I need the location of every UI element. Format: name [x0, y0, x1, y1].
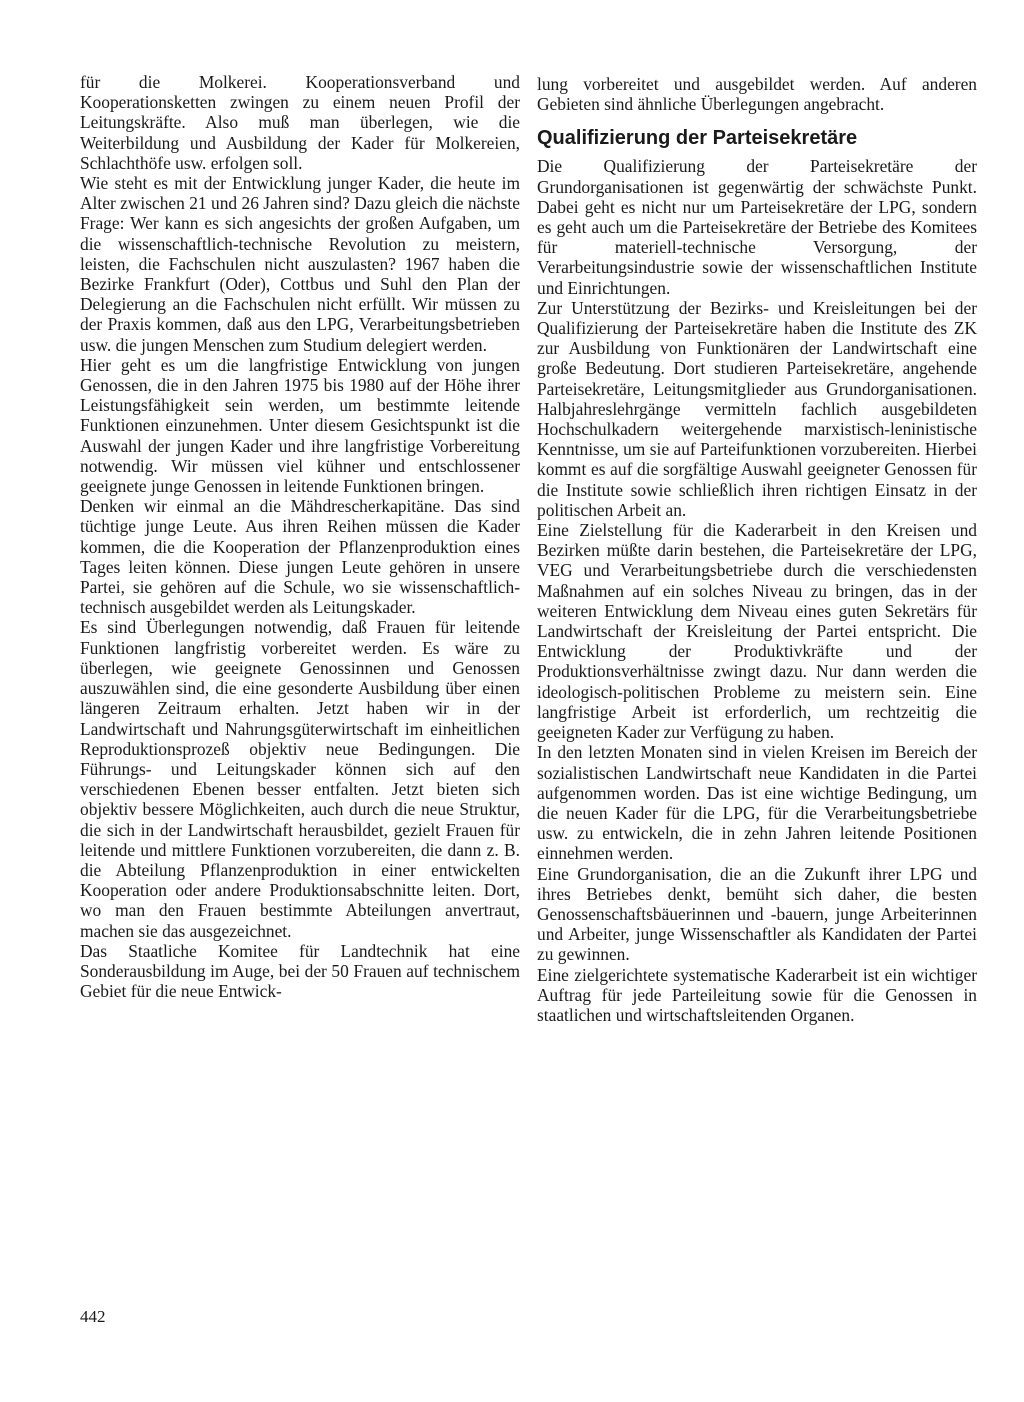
paragraph: Es sind Überlegungen notwendig, daß Frauen für leitende Funktionen langfristig vorbereitet werden. Es wäre zu überlegen, wie geeignete Genossinnen und Genossen auszuwählen sind, die eine gesonderte Ausbildung über einen längeren Zeitraum erhalten. Jetzt haben wir in der Landwirtschaft und Nahrungsgüterwirtschaft im einheitlichen Reproduktionsprozeß objektiv neue Bedingungen. Die Führungs- und Leitungskader können sich auf den verschiedenen Ebenen besser entfalten. Jetzt bieten sich objektiv bessere Möglichkeiten, auch durch die neue Struktur, die sich in der Landwirtschaft herausbildet, gezielt Frauen für leitende und mittlere Funktionen vorzubereiten, die dann z. B. die Abteilung Pflanzenproduktion in einer entwickelten Kooperation oder andere Produktionsabschnitte leiten. Dort, wo man den Frauen bestimmte Abteilungen anvertraut, machen sie das ausgezeichnet.: [80, 617, 520, 941]
paragraph: Die Qualifizierung der Parteisekretäre der Grundorganisationen ist gegenwärtig der schwächste Punkt. Dabei geht es nicht nur um Parteisekretäre der LPG, sondern es geht auch um die Parteisekretäre der Betriebe des Komitees für materiell-technische Versorgung, der Verarbeitungsindustrie sowie der wissenschaftlichen Institute und Einrichtungen.: [537, 156, 977, 298]
paragraph: Zur Unterstützung der Bezirks- und Kreisleitungen bei der Qualifizierung der Parteisekretäre haben die Institute des ZK zur Ausbildung von Funktionären der Landwirtschaft eine große Bedeutung. Dort studieren Parteisekretäre, angehende Parteisekretäre, Leitungsmitglieder aus Grundorganisationen. Halbjahreslehrgänge vermitteln fachlich ausgebildeten Hochschulkadern weitergehende marxistisch-leninistische Kenntnisse, um sie auf Parteifunktionen vorzubereiten. Hierbei kommt es auf die sorgfältige Auswahl geeigneter Genossen für die Institute sowie schließlich ihren richtigen Einsatz in der politischen Arbeit an.: [537, 297, 977, 520]
paragraph: für die Molkerei. Kooperationsverband und Kooperationsketten zwingen zu einem neuen Profil der Leitungskräfte. Also muß man überlegen, wie die Weiterbildung und Ausbildung der Kader für Molkereien, Schlachthöfe usw. erfolgen soll.: [80, 72, 520, 173]
section-heading: Qualifizierung der Parteisekretäre: [537, 127, 858, 150]
paragraph: Eine zielgerichtete systematische Kaderarbeit ist ein wichtiger Auftrag für jede Parteileitung sowie für die Genossen in staatlichen und wirtschaftsleitenden Organen.: [537, 964, 977, 1025]
paragraph: Das Staatliche Komitee für Landtechnik hat eine Sonderausbildung im Auge, bei der 50 Frauen auf technischem Gebiet für die neue Entwick-: [80, 940, 520, 1002]
paragraph: Denken wir einmal an die Mähdrescherkapitäne. Das sind tüchtige junge Leute. Aus ihren Reihen müssen die Kader kommen, die die Kooperation der Pflanzenproduktion eines Tages leiten können. Diese jungen Leute gehören in unsere Partei, sie gehören auf die Schule, wo sie wissenschaftlich-technisch ausgebildet werden als Leitungskader.: [80, 496, 520, 618]
paragraph: Wie steht es mit der Entwicklung junger Kader, die heute im Alter zwischen 21 und 26 Jahren sind? Dazu gleich die nächste Frage: Wer kann es sich angesichts der großen Aufgaben, um die wissenschaftlich-technische Revolution zu meistern, leisten, die Fachschulen nicht auszulasten? 1967 haben die Bezirke Frankfurt (Oder), Cottbus und Suhl den Plan der Delegierung an die Fachschulen nicht erfüllt. Wir müssen zu der Praxis kommen, daß aus den LPG, Verarbeitungsbetrieben usw. die jungen Menschen zum Studium delegiert werden.: [80, 173, 520, 355]
paragraph-continuation: lung vorbereitet und ausgebildet werden. Auf anderen Gebieten sind ähnliche Überlegungen angebracht.: [537, 74, 977, 115]
paragraph: Hier geht es um die langfristige Entwicklung von jungen Genossen, die in den Jahren 1975 bis 1980 auf der Höhe ihrer Leistungsfähigkeit sein werden, um bestimmte leitende Funktionen einzunehmen. Unter diesem Gesichtspunkt ist die Auswahl der jungen Kader und ihre langfristige Vorbereitung notwendig. Wir müssen viel kühner und entschlossener geeignete junge Genossen in leitende Funktionen bringen.: [80, 354, 520, 497]
right-column: [537, 74, 977, 1025]
paragraph: In den letzten Monaten sind in vielen Kreisen im Bereich der sozialistischen Landwirtschaft neue Kandidaten in die Partei aufgenommen worden. Das ist eine wichtige Bedingung, um die neuen Kader für die LPG, für die Verarbeitungsbetriebe usw. zu entwickeln, die in zehn Jahren leitende Positionen einnehmen werden.: [537, 742, 977, 864]
paragraph: Eine Zielstellung für die Kaderarbeit in den Kreisen und Bezirken müßte darin bestehen, die Parteisekretäre der LPG, VEG und Verarbeitungsbetriebe durch die verschiedensten Maßnahmen auf ein solches Niveau zu bringen, das in der weiteren Entwicklung dem Niveau eines guten Sekretärs für Landwirtschaft der Kreisleitung der Partei entspricht. Die Entwicklung der Produktivkräfte und der Produktionsverhältnisse zwingt dazu. Nur dann werden die ideologisch-politischen Probleme zu meistern sein. Eine langfristige Arbeit ist erforderlich, um rechtzeitig die geeigneten Kader zur Verfügung zu haben.: [537, 520, 977, 743]
paragraph: Eine Grundorganisation, die an die Zukunft ihrer LPG und ihres Betriebes denkt, bemüht sich daher, die besten Genossenschaftsbäuerinnen und -bauern, junge Arbeiterinnen und Arbeiter, junge Wissenschaftler als Kandidaten der Partei zu gewinnen.: [537, 863, 977, 965]
left-column: [80, 72, 520, 1001]
page-number: 442: [80, 1307, 106, 1326]
